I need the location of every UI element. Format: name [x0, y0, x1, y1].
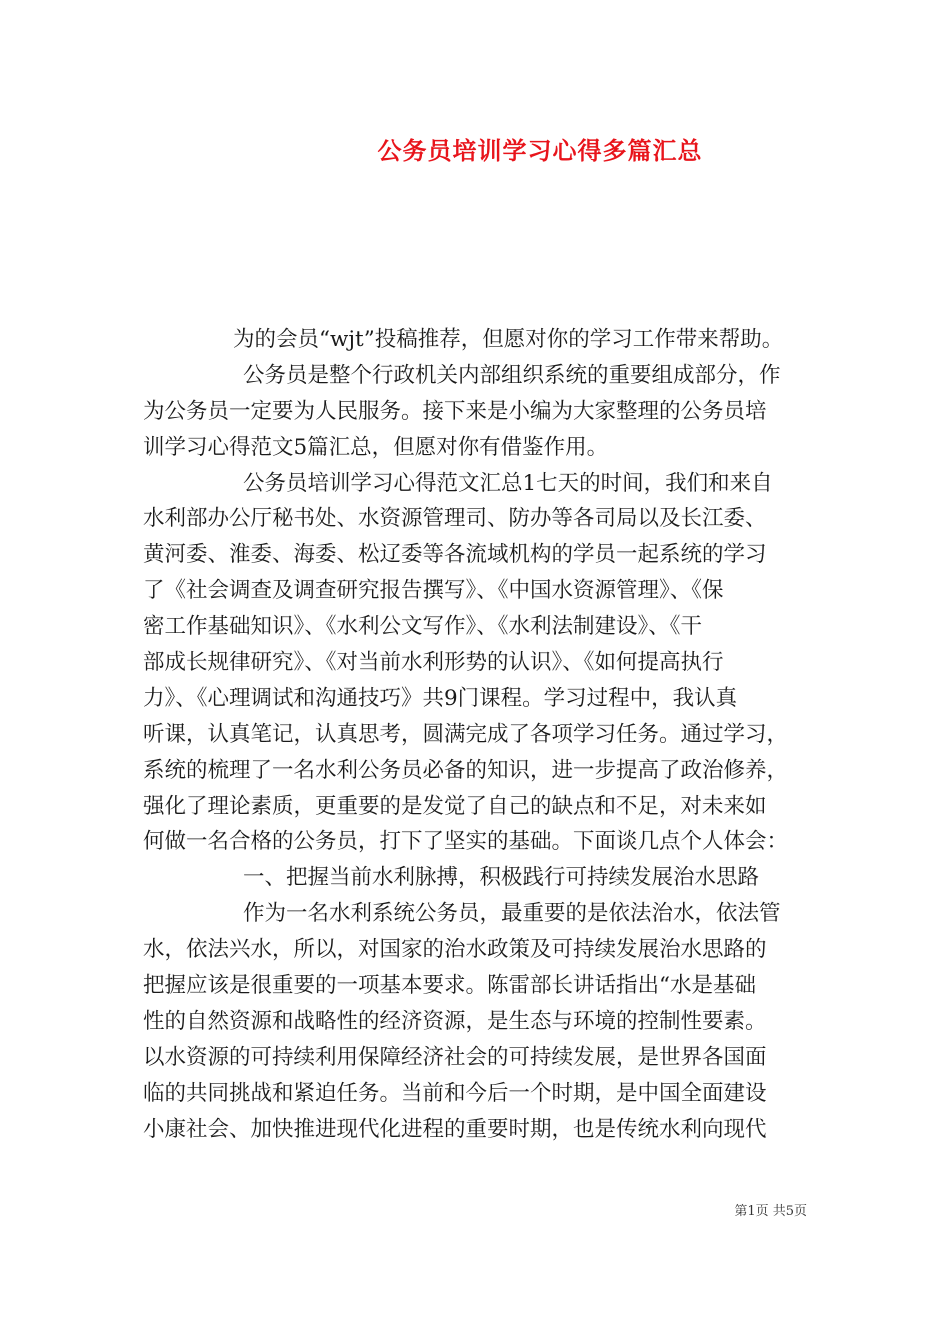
- paragraph-line: 了《社会调查及调查研究报告撰写》、《中国水资源管理》、《保: [143, 578, 724, 604]
- paragraph-line: 临的共同挑战和紧迫任务。当前和今后一个时期，是中国全面建设: [143, 1080, 767, 1106]
- paragraph-line: 听课，认真笔记，认真思考，圆满完成了各项学习任务。通过学习，: [143, 721, 789, 747]
- paragraph-line: 何做一名合格的公务员，打下了坚实的基础。下面谈几点个人体会：: [143, 829, 789, 855]
- document-body: [143, 322, 829, 1147]
- paragraph-line: 系统的梳理了一名水利公务员必备的知识，进一步提高了政治修养，: [143, 757, 789, 783]
- paragraph-line: 为的会员“wjt”投稿推荐，但愿对你的学习工作带来帮助。: [233, 327, 784, 352]
- paragraph-line: 公务员是整个行政机关内部组织系统的重要组成部分，作: [243, 362, 781, 388]
- paragraph-line: 作为一名水利系统公务员，最重要的是依法治水，依法管: [243, 901, 781, 927]
- paragraph-line: 公务员培训学习心得范文汇总1七天的时间，我们和来自: [243, 470, 773, 496]
- page-number: 第1页 共5页: [734, 1204, 807, 1219]
- document-title: 公务员培训学习心得多篇汇总: [377, 136, 703, 165]
- paragraph-line: 把握应该是很重要的一项基本要求。陈雷部长讲话指出“水是基础: [143, 973, 756, 999]
- section-heading: 一、把握当前水利脉搏，积极践行可持续发展治水思路: [243, 865, 760, 891]
- paragraph-line: 强化了理论素质，更重要的是发觉了自己的缺点和不足，对未来如: [143, 793, 767, 819]
- paragraph-line: 为公务员一定要为人民服务。接下来是小编为大家整理的公务员培: [143, 398, 767, 424]
- paragraph-line: 以水资源的可持续利用保障经济社会的可持续发展，是世界各国面: [143, 1044, 767, 1070]
- paragraph-line: 力》、《心理调试和沟通技巧》共9门课程。学习过程中，我认真: [143, 685, 738, 711]
- paragraph-line: 水利部办公厅秘书处、水资源管理司、防办等各司局以及长江委、: [143, 506, 767, 532]
- paragraph-line: 部成长规律研究》、《对当前水利形势的认识》、《如何提高执行: [143, 650, 724, 676]
- paragraph-line: 小康社会、加快推进现代化进程的重要时期，也是传统水利向现代: [143, 1116, 767, 1142]
- paragraph-line: 水，依法兴水，所以，对国家的治水政策及可持续发展治水思路的: [143, 937, 767, 963]
- paragraph-line: 性的自然资源和战略性的经济资源，是生态与环境的控制性要素。: [143, 1008, 767, 1034]
- paragraph-line: 黄河委、淮委、海委、松辽委等各流域机构的学员一起系统的学习: [143, 542, 767, 568]
- paragraph-line: 训学习心得范文5篇汇总，但愿对你有借鉴作用。: [143, 434, 609, 460]
- paragraph-line: 密工作基础知识》、《水利公文写作》、《水利法制建设》、《干: [143, 614, 703, 640]
